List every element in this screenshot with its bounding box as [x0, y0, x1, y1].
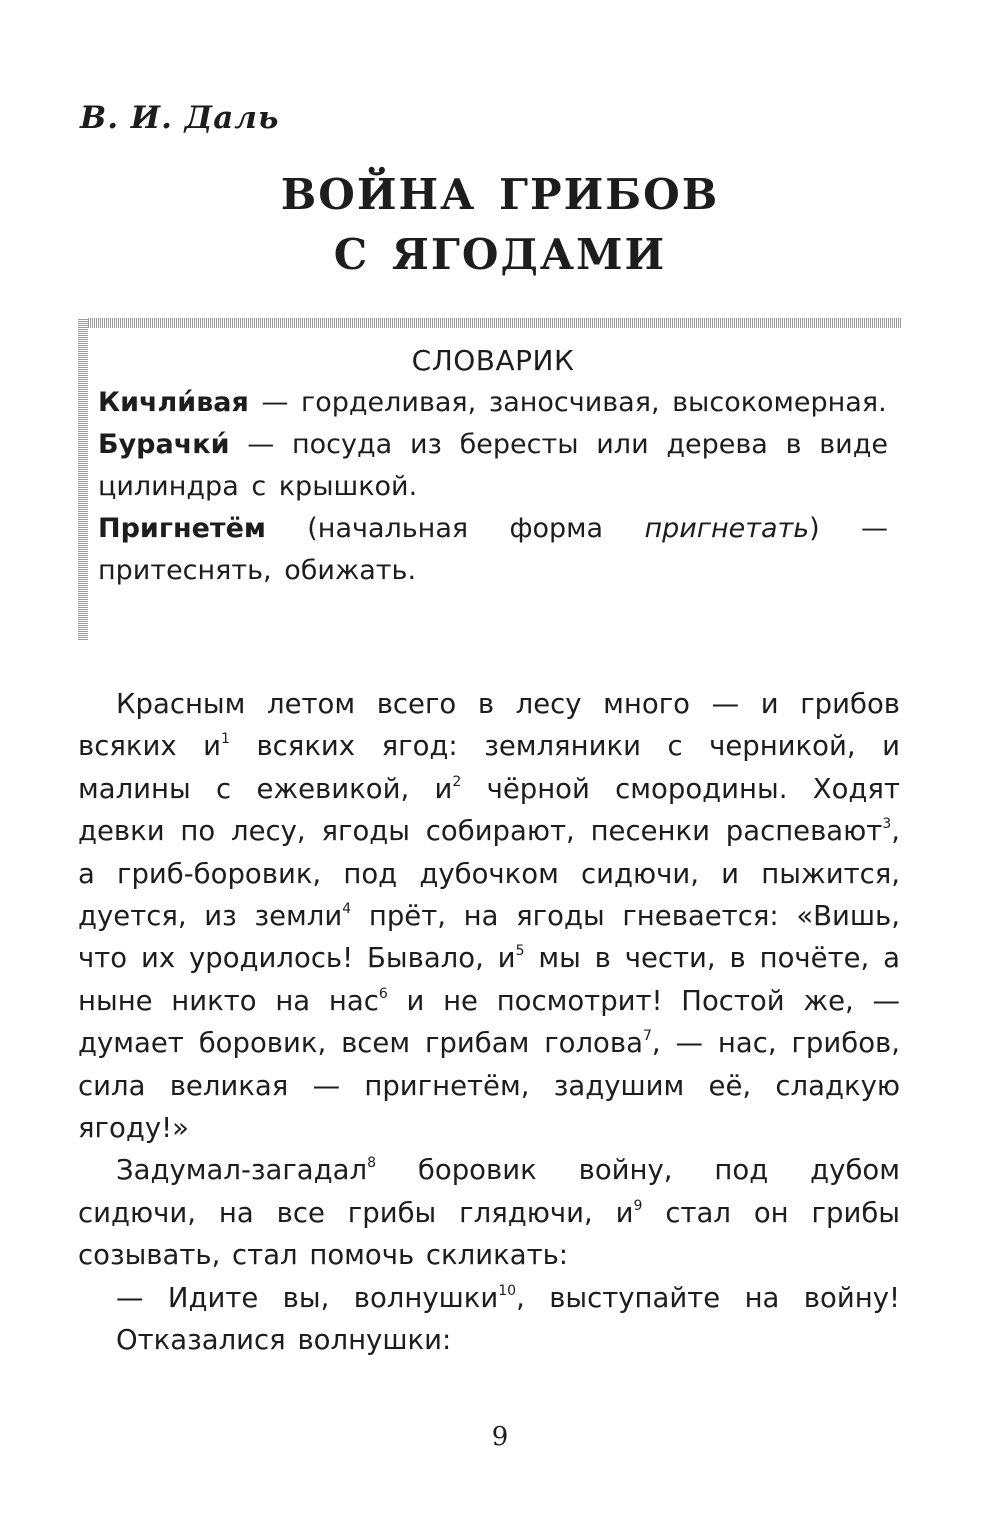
- footnote-ref: 8: [367, 1155, 377, 1172]
- text-run: Красным летом всего в лесу много — и грибов всяких и: [78, 688, 900, 763]
- footnote-ref: 10: [498, 1282, 517, 1299]
- footnote-ref: 3: [882, 816, 892, 833]
- glossary-definition: — горделивая, заносчивая, высокомерная.: [248, 387, 887, 418]
- footnote-ref: 4: [342, 901, 352, 918]
- glossary-entry: [98, 424, 888, 508]
- glossary-term: Пригнетём: [98, 513, 266, 544]
- glossary-border-left: [78, 318, 88, 640]
- text-run: Задумал-загадал: [116, 1154, 368, 1187]
- text-run: и не посмотрит! Постой же, — думает боровик, всем грибам голова: [78, 984, 901, 1060]
- footnote-ref: 7: [642, 1028, 652, 1045]
- text-run: , выступайте на войну!: [516, 1281, 900, 1314]
- text-run: боровик войну, под дубом сидючи, на все грибы глядючи, и: [78, 1154, 900, 1229]
- glossary-definition: (начальная форма: [265, 513, 645, 544]
- paragraph-4: Отказалися волнушки:: [116, 1324, 452, 1357]
- page-number: 9: [491, 1422, 509, 1452]
- text-run: чёрной смородины. Ходят девки по лесу, ягоды собирают, песенки распевают: [78, 772, 900, 848]
- text-run: прёт, на ягоды гневается: «Вишь, что их уродилось! Бывало, и: [78, 900, 900, 975]
- footnote-ref: 9: [633, 1197, 643, 1214]
- text-run: , — нас, грибов, сила великая — пригнетём, задушим её, сладкую ягоду!»: [78, 1027, 900, 1145]
- paragraph-1: [78, 683, 900, 1149]
- glossary-entry: [98, 382, 888, 424]
- footnote-ref: 6: [378, 985, 388, 1002]
- page-title: [0, 165, 1000, 285]
- footnote-ref: 2: [452, 773, 462, 790]
- paragraph-3: [78, 1277, 900, 1319]
- glossary-border-top: [78, 318, 902, 328]
- glossary-entry: [98, 508, 888, 592]
- text-run: — Идите вы, волнушки: [116, 1281, 499, 1314]
- text-run: , а гриб-боровик, под дубочком сидючи, и пыжится, дуется, из земли: [78, 815, 900, 933]
- footnote-ref: 1: [221, 731, 230, 748]
- glossary-definition: — посуда из бересты или дерева в виде цилиндра с крышкой.: [98, 429, 888, 502]
- glossary-term: Бурачки́: [98, 429, 230, 460]
- footnote-ref: 5: [515, 943, 525, 960]
- text-run: стал он грибы созывать, стал помочь скликать:: [78, 1196, 901, 1272]
- text-run: всяких ягод: земляники с черникой, и малины с ежевикой, и: [78, 730, 900, 805]
- paragraph-2: [78, 1149, 900, 1276]
- title-line-1: ВОЙНА ГРИБОВ: [280, 170, 720, 219]
- author-name: В. И. Даль: [80, 100, 280, 136]
- glossary-definition-italic: пригнетать: [644, 513, 810, 544]
- glossary-heading: СЛОВАРИК: [411, 344, 575, 377]
- story-text: [78, 683, 900, 1362]
- glossary-definition: ) — притеснять, обижать.: [98, 513, 888, 586]
- glossary-box: [98, 340, 888, 592]
- text-run: мы в чести, в почёте, а ныне никто на нас: [78, 942, 900, 1017]
- glossary-term: Кичли́вая: [98, 387, 249, 418]
- title-line-2: С ЯГОДАМИ: [333, 230, 667, 279]
